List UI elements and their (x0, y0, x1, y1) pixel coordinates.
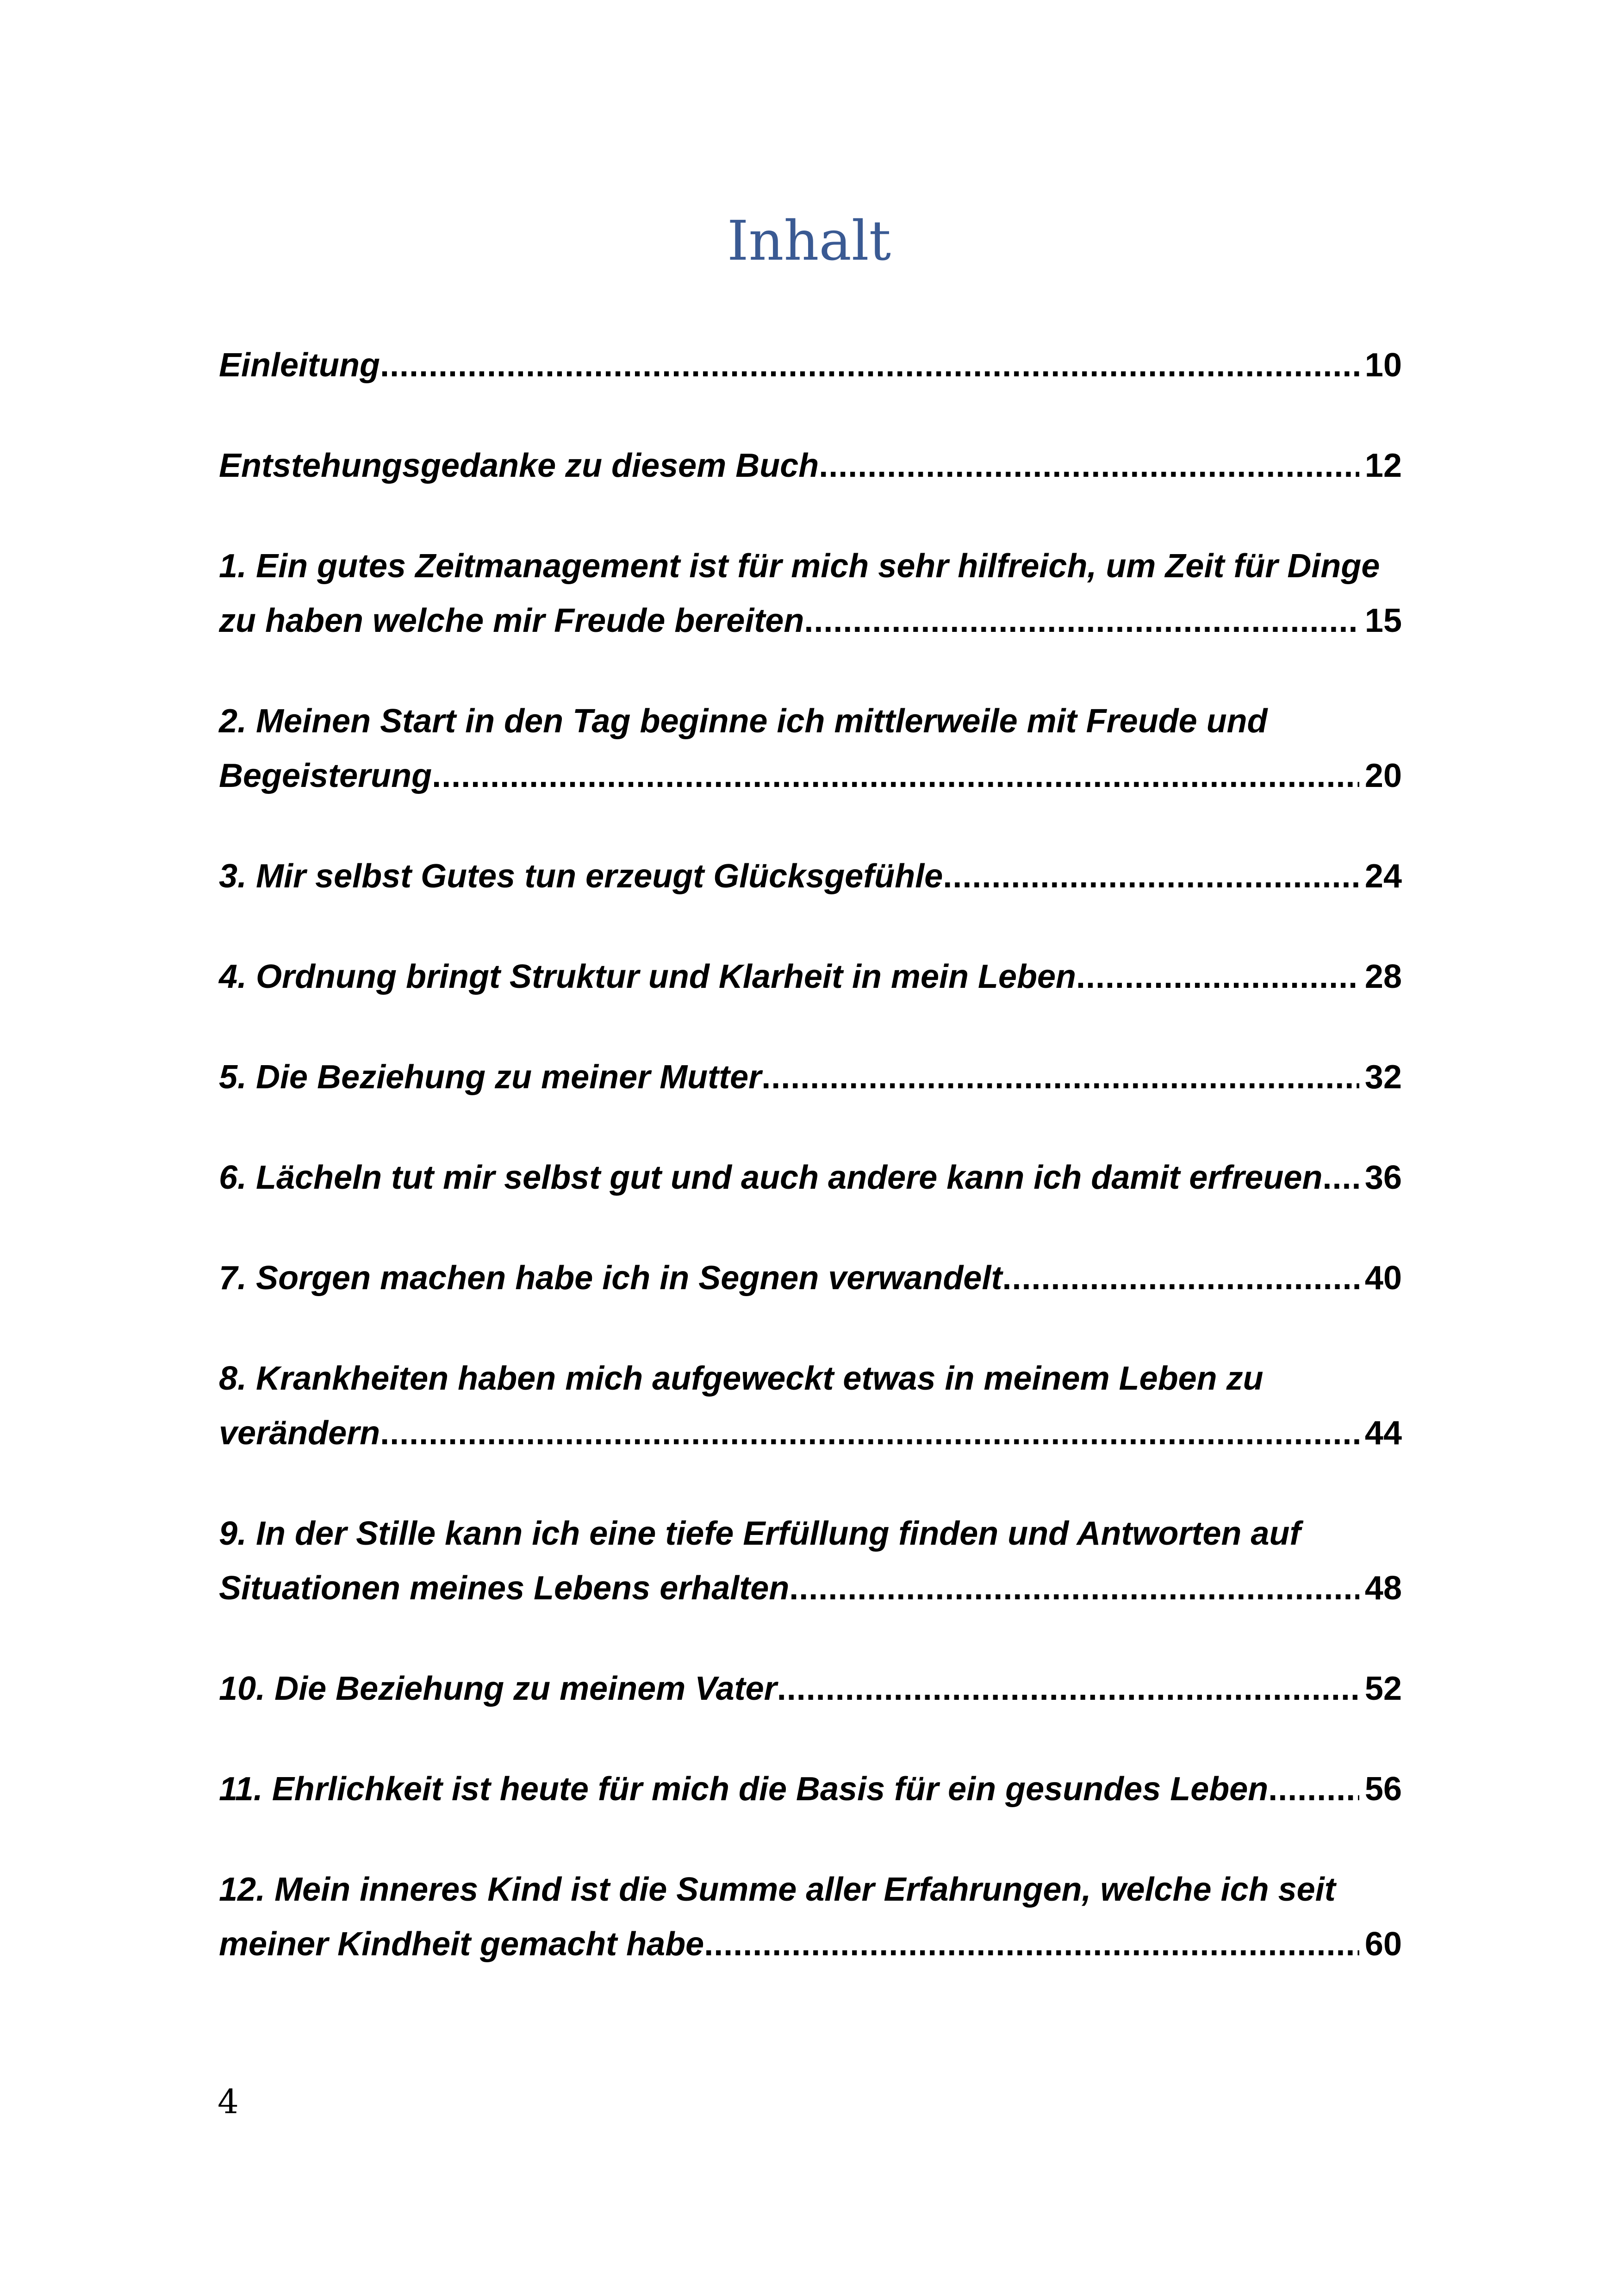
toc-entry-line (219, 1506, 1402, 1561)
dot-leader (380, 338, 1359, 393)
page-title: Inhalt (727, 209, 891, 273)
dot-leader (777, 1661, 1359, 1716)
toc-entry-line (219, 1561, 1402, 1616)
dot-leader (761, 1050, 1359, 1104)
toc-entry[interactable] (219, 1862, 1402, 1972)
dot-leader (432, 749, 1359, 803)
toc-entry-title: 3. Mir selbst Gutes tun erzeugt Glücksgefühle (219, 858, 943, 895)
toc-entry[interactable] (219, 1050, 1402, 1104)
toc-entry[interactable] (219, 1351, 1402, 1460)
toc-entry-title: 6. Lächeln tut mir selbst gut und auch andere kann ich damit erfreuen (219, 1159, 1323, 1196)
toc-entry-title: 11. Ehrlichkeit ist heute für mich die Basis für ein gesundes Leben (219, 1771, 1269, 1808)
toc-entry-line (219, 1351, 1402, 1406)
toc-page-number: 48 (1364, 1570, 1402, 1607)
dot-leader (1322, 1150, 1359, 1205)
toc-entry[interactable] (219, 849, 1402, 904)
toc-entry-line (219, 1917, 1402, 1972)
toc-entry-line (219, 1251, 1402, 1305)
toc-entry[interactable] (219, 949, 1402, 1004)
toc-entry[interactable] (219, 438, 1402, 493)
toc-page-number: 52 (1364, 1670, 1402, 1707)
toc-page-number: 20 (1364, 757, 1402, 794)
toc-entry-title: verändern (219, 1415, 380, 1452)
toc-entry[interactable] (219, 1251, 1402, 1305)
toc-page-number: 24 (1364, 858, 1402, 895)
toc-entry-line (219, 694, 1402, 749)
toc-page-number: 10 (1364, 347, 1402, 384)
toc-entry-line (219, 438, 1402, 493)
toc-entry-line (219, 1661, 1402, 1716)
toc-page-number: 28 (1364, 958, 1402, 995)
toc-entry-title: 4. Ordnung bringt Struktur und Klarheit in mein Leben (219, 958, 1077, 995)
toc-entry-title: zu haben welche mir Freude bereiten (219, 602, 804, 639)
toc-entry[interactable] (219, 338, 1402, 393)
dot-leader (1076, 949, 1359, 1004)
toc-entry-title: Situationen meines Lebens erhalten (219, 1570, 790, 1607)
toc-page-number: 36 (1364, 1159, 1402, 1196)
toc-entry-title: Einleitung (219, 347, 380, 384)
dot-leader (1002, 1251, 1359, 1305)
toc-entry-title: Begeisterung (219, 757, 432, 794)
dot-leader (943, 849, 1359, 904)
table-of-contents (219, 338, 1402, 2017)
toc-entry-title: 1. Ein gutes Zeitmanagement ist für mich sehr hilfreich, um Zeit für Dinge (219, 548, 1380, 585)
toc-entry-line (219, 1862, 1402, 1917)
toc-entry-line (219, 1050, 1402, 1104)
toc-entry-line (219, 1150, 1402, 1205)
toc-entry-title: Entstehungsgedanke zu diesem Buch (219, 447, 819, 484)
toc-entry[interactable] (219, 694, 1402, 803)
toc-page-number: 56 (1364, 1771, 1402, 1808)
toc-entry-line (219, 338, 1402, 393)
toc-entry-line (219, 1406, 1402, 1460)
toc-entry-line (219, 539, 1402, 593)
toc-page-number: 12 (1364, 447, 1402, 484)
page-number: 4 (218, 2082, 239, 2121)
toc-page-number: 40 (1364, 1260, 1402, 1297)
toc-entry[interactable] (219, 1150, 1402, 1205)
toc-entry[interactable] (219, 539, 1402, 648)
toc-entry[interactable] (219, 1762, 1402, 1816)
toc-entry-title: 10. Die Beziehung zu meinem Vater (219, 1670, 777, 1707)
toc-entry[interactable] (219, 1506, 1402, 1616)
toc-entry-line (219, 593, 1402, 648)
toc-entry-title: 9. In der Stille kann ich eine tiefe Erfüllung finden und Antworten auf (219, 1515, 1301, 1552)
toc-page-number: 32 (1364, 1059, 1402, 1096)
dot-leader (789, 1561, 1359, 1616)
toc-entry-line (219, 749, 1402, 803)
dot-leader (380, 1406, 1359, 1460)
toc-entry-title: 5. Die Beziehung zu meiner Mutter (219, 1059, 762, 1096)
toc-page-number: 44 (1364, 1415, 1402, 1452)
dot-leader (704, 1917, 1359, 1972)
dot-leader (804, 593, 1359, 648)
toc-entry[interactable] (219, 1661, 1402, 1716)
toc-page-number: 60 (1364, 1926, 1402, 1963)
toc-entry-title: 2. Meinen Start in den Tag beginne ich mittlerweile mit Freude und (219, 703, 1268, 740)
toc-entry-line (219, 949, 1402, 1004)
dot-leader (1268, 1762, 1359, 1816)
toc-entry-line (219, 1762, 1402, 1816)
toc-page-number: 15 (1364, 602, 1402, 639)
toc-entry-title: 8. Krankheiten haben mich aufgeweckt etwas in meinem Leben zu (219, 1360, 1263, 1397)
dot-leader (819, 438, 1359, 493)
toc-entry-title: 7. Sorgen machen habe ich in Segnen verwandelt (219, 1260, 1002, 1297)
toc-entry-line (219, 849, 1402, 904)
toc-entry-title: 12. Mein inneres Kind ist die Summe aller Erfahrungen, welche ich seit (219, 1871, 1336, 1908)
toc-entry-title: meiner Kindheit gemacht habe (219, 1926, 704, 1963)
